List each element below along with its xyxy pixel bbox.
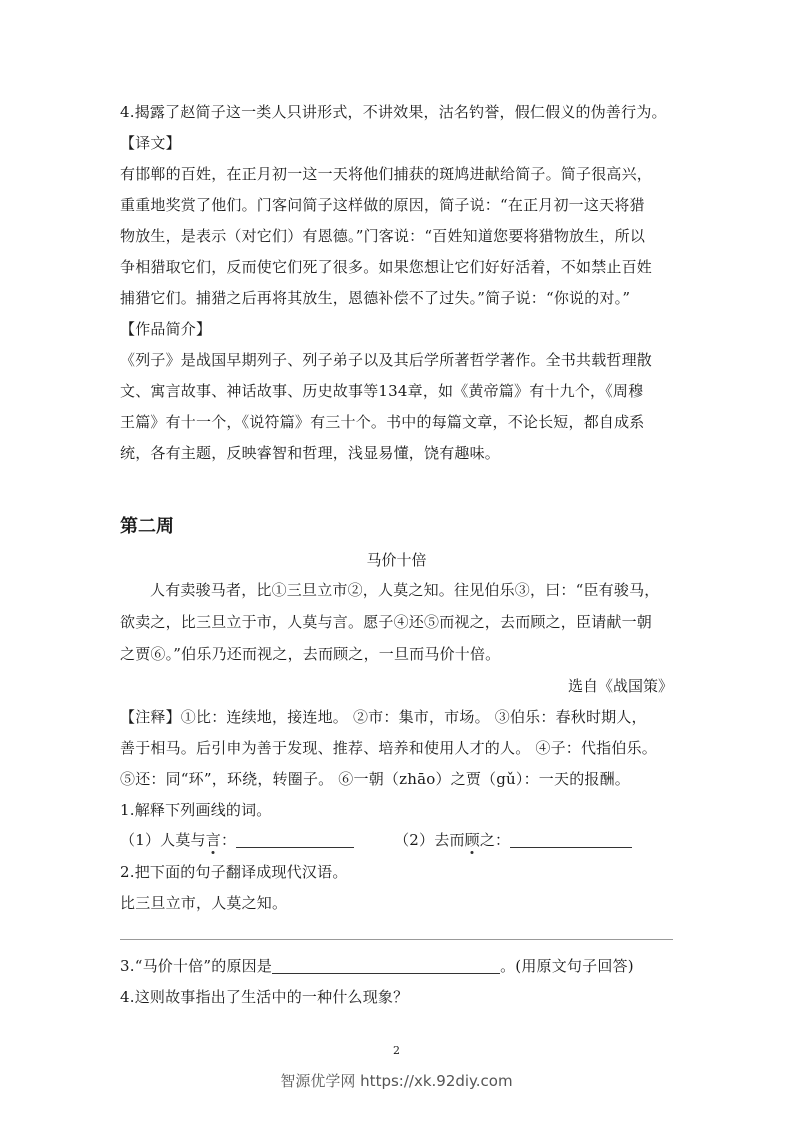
translation-heading: 【译文】 <box>120 134 181 152</box>
story-text-line: 人有卖骏马者，比①三旦立市②，人莫之知。往见伯乐③，曰：“臣有骏马， <box>150 581 660 599</box>
q1b-prefix: （2）去而 <box>394 831 465 849</box>
q1a-answer-blank[interactable] <box>236 831 354 848</box>
q1b-answer-blank[interactable] <box>510 831 632 848</box>
question-4: 4.这则故事指出了生活中的一种什么现象？ <box>120 988 409 1006</box>
story-title: 马价十倍 <box>366 551 427 569</box>
q1a-marked-word: 言 <box>205 831 221 849</box>
answer-line-4: 4.揭露了赵简子这一类人只讲形式，不讲效果，沽名钓誉，假仁假义的伪善行为。 <box>120 103 667 121</box>
notes-line: 【注释】①比：连续地，接连地。 ②市：集市，市场。 ③伯乐：春秋时期人， <box>120 708 647 726</box>
question-2-sentence: 比三旦立市，人莫之知。 <box>120 894 288 912</box>
work-intro-line: 文、寓言故事、神话故事、历史故事等134章，如《黄帝篇》有十九个，《周穆 <box>120 382 644 400</box>
q3-answer-blank[interactable] <box>272 957 500 974</box>
story-text-line: 之贾⑥。”伯乐乃还而视之，去而顾之，一旦而马价十倍。 <box>120 645 501 663</box>
translation-line: 有邯郸的百姓，在正月初一这一天将他们捕获的斑鸠进献给简子。简子很高兴， <box>120 165 653 183</box>
translation-line: 物放生，是表示（对它们）有恩德。”门客说：“百姓知道您要将猎物放生，所以 <box>120 227 646 245</box>
work-intro-line: 统，各有主题，反映睿智和哲理，浅显易懂，饶有趣味。 <box>120 444 501 462</box>
question-1-items <box>120 830 632 850</box>
work-intro-line: 王篇》有十一个，《说符篇》有三十个。书中的每篇文章，不论长短，都自成系 <box>120 413 645 431</box>
question-1: 1.解释下列画线的词。 <box>120 801 272 819</box>
translation-line: 重重地奖赏了他们。门客问简子这样做的原因，简子说：“在正月初一这天将猎 <box>120 196 645 214</box>
story-text-line: 欲卖之，比三旦立于市，人莫与言。愿子④还⑤而视之，去而顾之，臣请献一朝 <box>120 613 653 631</box>
q1b-suffix: 之： <box>479 831 511 849</box>
q3-prefix: 3.“马价十倍”的原因是 <box>120 957 273 975</box>
translation-line: 争相猎取它们，反而使它们死了很多。如果您想让它们好好活着，不如禁止百姓 <box>120 258 653 276</box>
q3-suffix: 。(用原文句子回答) <box>500 957 634 975</box>
q1a-suffix: ： <box>220 831 237 849</box>
question-2: 2.把下面的句子翻译成现代汉语。 <box>120 863 348 881</box>
story-source: 选自《战国策》 <box>567 677 673 695</box>
q1b-marked-word: 顾 <box>464 831 480 849</box>
page-number: 2 <box>393 1044 400 1057</box>
question-3 <box>120 956 634 976</box>
footer-watermark: 智源优学网 https://xk.92diy.com <box>280 1072 513 1090</box>
q1a-prefix: （1）人莫与 <box>120 831 206 849</box>
work-intro-line: 《列子》是战国早期列子、列子弟子以及其后学所著哲学著作。全书共载哲理散 <box>120 351 653 369</box>
translation-line: 捕猎它们。捕猎之后再将其放生，恩德补偿不了过失。”简子说：“你说的对。” <box>120 289 631 307</box>
work-intro-heading: 【作品简介】 <box>120 320 212 338</box>
notes-line: ⑤还：同“环”，环绕，转圈子。 ⑥一朝（zhāo）之贾（gǔ）：一天的报酬。 <box>120 770 631 788</box>
answer-line[interactable] <box>120 939 673 940</box>
notes-line: 善于相马。后引申为善于发现、推荐、培养和使用人才的人。 ④子：代指伯乐。 <box>120 739 657 757</box>
section-heading: 第二周 <box>120 516 174 537</box>
